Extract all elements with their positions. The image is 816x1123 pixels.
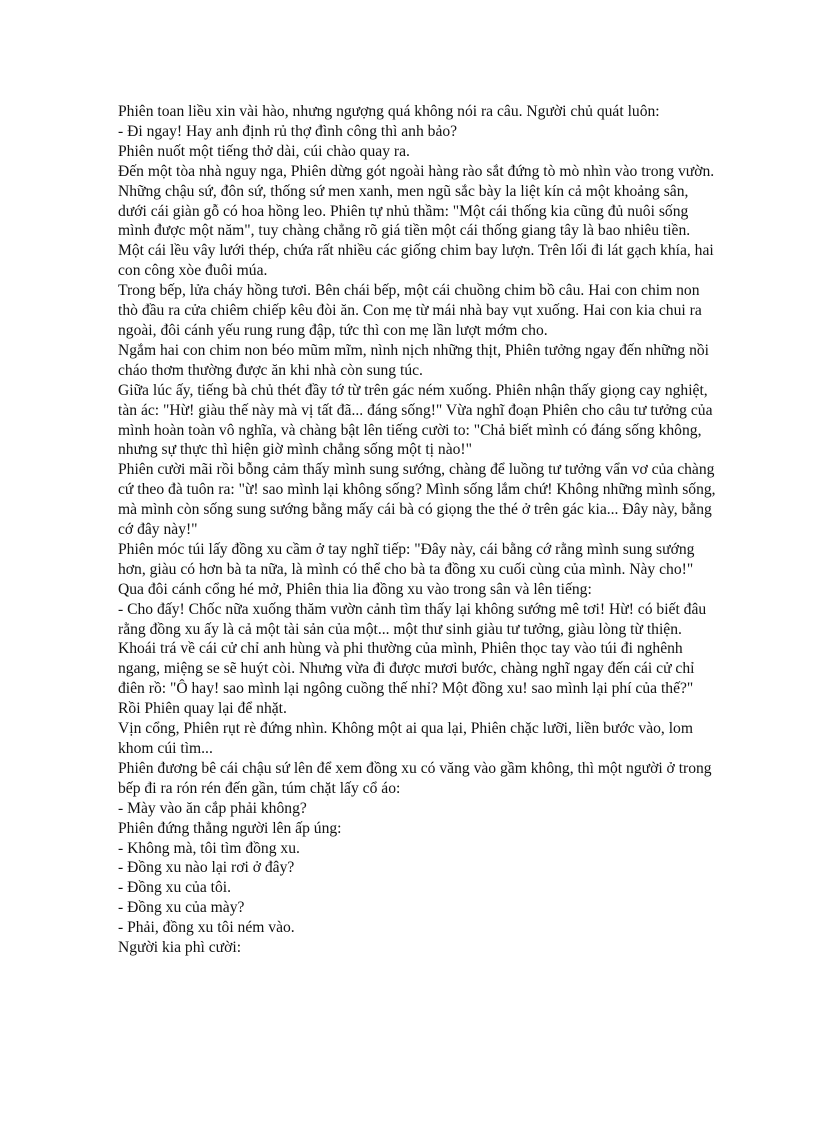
paragraph-10: Phiên móc túi lấy đồng xu cầm ở tay nghĩ tiếp: "Đây này, cái bằng cớ rằng mình sung sướng hơn, giàu có hơn bà ta nữa, là mình có thể cho bà ta đồng xu cuối cùng của mình. Này cho!" xyxy=(118,540,695,578)
dialogue-line-4: - Đồng xu của tôi. xyxy=(118,879,232,897)
paragraph-9: Phiên cười mãi rồi bỗng cảm thấy mình sung sướng, chàng để luồng tư tưởng vẩn vơ của chàng cứ theo đà tuôn ra: "ừ! sao mình lại không sống? Mình sống lắm chứ! Không những mình sống, mà mình còn sống sung sướng bằng mấy cái bà có giọng the thé ở trên gác kia... Đây này, bằng cớ đây này!" xyxy=(118,461,716,539)
paragraph-1: Phiên toan liều xin vài hào, nhưng ngượng quá không nói ra câu. Người chủ quát luôn: xyxy=(118,103,660,120)
dialogue-line-2: - Không mà, tôi tìm đồng xu. xyxy=(118,839,300,857)
document-page xyxy=(118,102,718,958)
paragraph-4: Đến một tòa nhà nguy nga, Phiên dừng gót ngoài hàng rào sắt đứng tò mò nhìn vào trong vườn. Những chậu sứ, đôn sứ, thống sứ men xanh, men ngũ sắc bày la liệt kín cả một khoảng sân, dưới cái giàn gỗ có hoa hồng leo. Phiên tự nhủ thầm: "Một cái thống kia cũng đủ nuôi sống mình được một năm", tuy chàng chẳng rõ giá tiền một cái thống giang tây là bao nhiêu tiền. xyxy=(118,162,715,240)
dialogue-line-3: - Đồng xu nào lại rơi ở đây? xyxy=(118,859,295,877)
paragraph-5: Một cái lều vây lưới thép, chứa rất nhiều các giống chim bay lượn. Trên lối đi lát gạch khía, hai con công xòe đuôi múa. xyxy=(118,242,714,280)
dialogue-line-6: - Phải, đồng xu tôi ném vào. xyxy=(118,919,295,937)
dialogue-line-1: - Mày vào ăn cắp phải không? xyxy=(118,799,307,817)
paragraph-23: Người kia phì cười: xyxy=(118,939,242,957)
paragraph-12: - Cho đấy! Chốc nữa xuống thăm vườn cảnh tìm thấy lại không sướng mê tơi! Hừ! có biết đâu rằng đồng xu ấy là cả một tài sản của một... một thư sinh giàu tư tưởng, giàu lòng từ thiện. xyxy=(118,600,707,638)
paragraph-17: Phiên đứng thẳng người lên ấp úng: xyxy=(118,819,342,837)
paragraph-14: Vịn cổng, Phiên rụt rè đứng nhìn. Không một ai qua lại, Phiên chặc lưỡi, liền bước vào, lom khom cúi tìm... xyxy=(118,720,693,757)
paragraph-15: Phiên đương bê cái chậu sứ lên để xem đồng xu có văng vào gầm không, thì một người ở trong bếp đi ra rón rén đến gần, túm chặt lấy cổ áo: xyxy=(118,759,712,797)
paragraph-8: Giữa lúc ấy, tiếng bà chủ thét đầy tớ từ trên gác ném xuống. Phiên nhận thấy giọng cay nghiệt, tàn ác: "Hừ! giàu thế này mà vị tất đã... đáng sống!" Vừa nghĩ đoạn Phiên cho câu tư tưởng của mình hoàn toàn vô nghĩa, và chàng bật lên tiếng cười to: "Chả biết mình có đáng sống không, nhưng sự thực thì hiện giờ mình chẳng sống một tị nào!" xyxy=(118,381,713,459)
paragraph-11: Qua đôi cánh cổng hé mở, Phiên thia lia đồng xu vào trong sân và lên tiếng: xyxy=(118,580,592,598)
paragraph-2: - Đi ngay! Hay anh định rủ thợ đình công thì anh bảo? xyxy=(118,122,458,140)
paragraph-3: Phiên nuốt một tiếng thở dài, cúi chào quay ra. xyxy=(118,142,410,160)
paragraph-13: Khoái trá về cái cử chỉ anh hùng và phi thường của mình, Phiên thọc tay vào túi đi nghênh ngang, miệng se sẽ huýt còi. Nhưng vừa đi được mươi bước, chàng nghĩ ngay đến cái cử chỉ điên rồ: "Ô hay! sao mình lại ngông cuồng thế nhỉ? Một đồng xu! sao mình lại phí của thế?" Rồi Phiên quay lại để nhặt. xyxy=(118,640,695,718)
dialogue-line-5: - Đồng xu của mày? xyxy=(118,899,245,917)
paragraph-6: Trong bếp, lửa cháy hồng tươi. Bên chái bếp, một cái chuồng chim bồ câu. Hai con chim non thò đầu ra cửa chiêm chiếp kêu đòi ăn. Con mẹ từ mái nhà bay vụt xuống. Hai con kia chui ra ngoài, đôi cánh yếu rung rung đập, tức thì con mẹ lần lượt mớm cho. xyxy=(118,282,702,339)
paragraph-7: Ngắm hai con chim non béo mũm mĩm, nình nịch những thịt, Phiên tưởng ngay đến những nồi cháo thơm thường được ăn khi nhà còn sung túc. xyxy=(118,341,710,379)
